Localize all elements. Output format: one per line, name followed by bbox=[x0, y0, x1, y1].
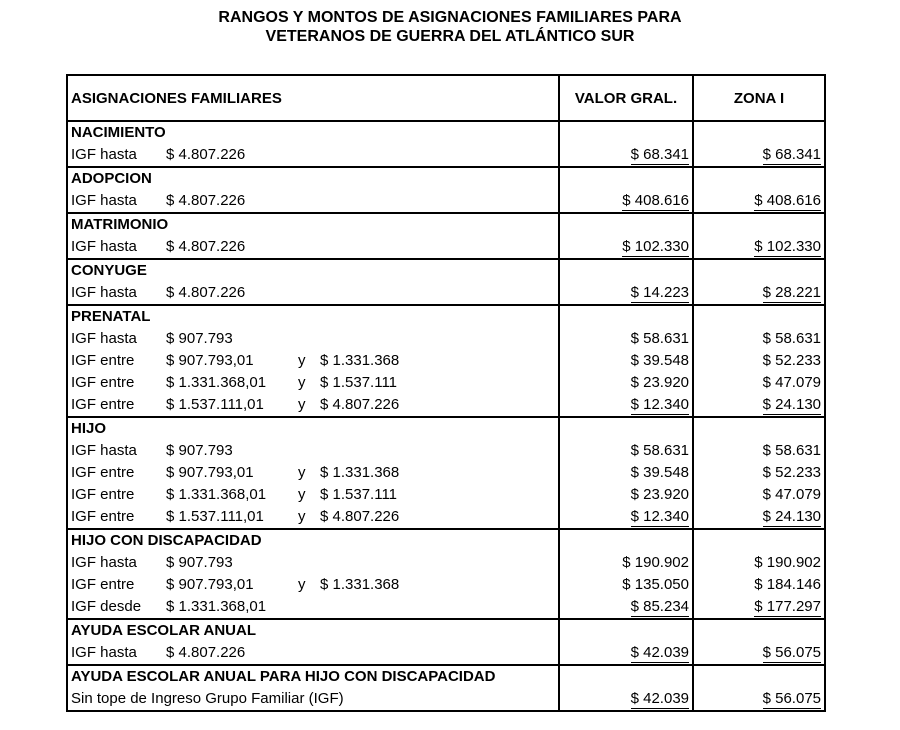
range-conjunction: y bbox=[298, 396, 306, 413]
valor-gral-amount-cell bbox=[559, 144, 693, 167]
zona-i-amount-cell bbox=[693, 642, 825, 665]
valor-gral-amount: $ 39.548 bbox=[630, 464, 689, 481]
page-title bbox=[0, 8, 900, 46]
valor-gral-amount-cell bbox=[559, 236, 693, 259]
range-label: IGF hasta bbox=[71, 554, 137, 571]
valor-gral-amount-cell bbox=[559, 642, 693, 665]
range-label: IGF hasta bbox=[71, 146, 137, 163]
table-row bbox=[67, 642, 825, 665]
zona-i-amount-cell bbox=[693, 372, 825, 394]
table-row bbox=[67, 328, 825, 350]
empty-cell bbox=[693, 665, 825, 688]
range-label: IGF hasta bbox=[71, 284, 137, 301]
range-from: $ 907.793 bbox=[166, 442, 233, 459]
range-from: $ 4.807.226 bbox=[166, 284, 246, 301]
range-description bbox=[67, 642, 559, 665]
valor-gral-amount: $ 58.631 bbox=[630, 330, 689, 347]
table-row bbox=[67, 190, 825, 213]
section-title: HIJO CON DISCAPACIDAD bbox=[67, 529, 559, 552]
zona-i-amount: $ 68.341 bbox=[762, 146, 821, 163]
range-to: $ 1.537.111 bbox=[320, 374, 398, 391]
range-from: $ 907.793 bbox=[166, 554, 233, 571]
table-row bbox=[67, 394, 825, 417]
table-row bbox=[67, 350, 825, 372]
range-label: Sin tope de Ingreso Grupo Familiar (IGF) bbox=[71, 690, 344, 707]
zona-i-amount-cell bbox=[693, 328, 825, 350]
zona-i-amount: $ 24.130 bbox=[762, 508, 821, 525]
valor-gral-amount-cell bbox=[559, 350, 693, 372]
zona-i-amount-cell bbox=[693, 236, 825, 259]
zona-i-amount: $ 58.631 bbox=[762, 442, 821, 459]
empty-cell bbox=[559, 259, 693, 282]
range-description bbox=[67, 372, 559, 394]
zona-i-amount: $ 58.631 bbox=[762, 330, 821, 347]
range-to: $ 4.807.226 bbox=[320, 396, 400, 413]
range-from: $ 907.793,01 bbox=[166, 576, 254, 593]
empty-cell bbox=[559, 121, 693, 144]
range-from: $ 1.537.111,01 bbox=[166, 508, 264, 525]
valor-gral-amount: $ 12.340 bbox=[630, 508, 689, 525]
empty-cell bbox=[559, 529, 693, 552]
section-title: ADOPCION bbox=[67, 167, 559, 190]
empty-cell bbox=[693, 259, 825, 282]
valor-gral-amount-cell bbox=[559, 372, 693, 394]
zona-i-amount: $ 184.146 bbox=[754, 576, 821, 593]
range-from: $ 4.807.226 bbox=[166, 238, 246, 255]
zona-i-amount-cell bbox=[693, 440, 825, 462]
header-valor-gral: VALOR GRAL. bbox=[559, 75, 693, 121]
zona-i-amount: $ 56.075 bbox=[762, 644, 821, 661]
header-asignaciones: ASIGNACIONES FAMILIARES bbox=[67, 75, 559, 121]
zona-i-amount: $ 177.297 bbox=[754, 598, 821, 615]
range-description bbox=[67, 574, 559, 596]
empty-cell bbox=[559, 213, 693, 236]
zona-i-amount-cell bbox=[693, 190, 825, 213]
valor-gral-amount-cell bbox=[559, 190, 693, 213]
valor-gral-amount: $ 23.920 bbox=[630, 374, 689, 391]
section-title-row bbox=[67, 213, 825, 236]
valor-gral-amount-cell bbox=[559, 440, 693, 462]
range-description bbox=[67, 236, 559, 259]
range-description bbox=[67, 350, 559, 372]
range-label: IGF entre bbox=[71, 352, 135, 369]
zona-i-amount-cell bbox=[693, 688, 825, 711]
range-description bbox=[67, 328, 559, 350]
range-description bbox=[67, 484, 559, 506]
zona-i-amount-cell bbox=[693, 484, 825, 506]
section-ayuda-escolar-anual bbox=[67, 619, 825, 665]
zona-i-amount-cell bbox=[693, 596, 825, 619]
valor-gral-amount-cell bbox=[559, 484, 693, 506]
section-hijo-con-discapacidad bbox=[67, 529, 825, 619]
range-to: $ 1.331.368 bbox=[320, 464, 400, 481]
section-title-row bbox=[67, 259, 825, 282]
range-description bbox=[67, 688, 559, 711]
section-nacimiento bbox=[67, 121, 825, 167]
empty-cell bbox=[693, 417, 825, 440]
empty-cell bbox=[559, 619, 693, 642]
page-title-line-1: RANGOS Y MONTOS DE ASIGNACIONES FAMILIARES PARA bbox=[218, 9, 682, 26]
zona-i-amount-cell bbox=[693, 144, 825, 167]
range-conjunction: y bbox=[298, 352, 306, 369]
section-matrimonio bbox=[67, 213, 825, 259]
range-description bbox=[67, 190, 559, 213]
range-description bbox=[67, 506, 559, 529]
valor-gral-amount: $ 14.223 bbox=[630, 284, 689, 301]
range-description bbox=[67, 552, 559, 574]
valor-gral-amount: $ 68.341 bbox=[630, 146, 689, 163]
valor-gral-amount: $ 190.902 bbox=[622, 554, 689, 571]
header-zona-i: ZONA I bbox=[693, 75, 825, 121]
zona-i-amount-cell bbox=[693, 574, 825, 596]
range-description bbox=[67, 394, 559, 417]
section-title-row bbox=[67, 167, 825, 190]
zona-i-amount: $ 47.079 bbox=[762, 486, 821, 503]
section-title-row bbox=[67, 305, 825, 328]
table-header-row bbox=[67, 75, 825, 121]
zona-i-amount: $ 408.616 bbox=[754, 192, 821, 209]
section-title-row bbox=[67, 417, 825, 440]
valor-gral-amount-cell bbox=[559, 574, 693, 596]
valor-gral-amount-cell bbox=[559, 462, 693, 484]
range-from: $ 1.331.368,01 bbox=[166, 374, 267, 391]
empty-cell bbox=[559, 167, 693, 190]
zona-i-amount: $ 28.221 bbox=[762, 284, 821, 301]
section-adopcion bbox=[67, 167, 825, 213]
empty-cell bbox=[693, 529, 825, 552]
valor-gral-amount: $ 42.039 bbox=[630, 644, 689, 661]
section-title: AYUDA ESCOLAR ANUAL PARA HIJO CON DISCAPACIDAD bbox=[67, 665, 559, 688]
valor-gral-amount: $ 408.616 bbox=[622, 192, 689, 209]
section-title-row bbox=[67, 121, 825, 144]
zona-i-amount: $ 47.079 bbox=[762, 374, 821, 391]
empty-cell bbox=[693, 121, 825, 144]
table-row bbox=[67, 596, 825, 619]
section-title-row bbox=[67, 529, 825, 552]
valor-gral-amount-cell bbox=[559, 506, 693, 529]
table-row bbox=[67, 144, 825, 167]
range-conjunction: y bbox=[298, 576, 306, 593]
range-description bbox=[67, 462, 559, 484]
valor-gral-amount: $ 58.631 bbox=[630, 442, 689, 459]
section-hijo bbox=[67, 417, 825, 529]
valor-gral-amount-cell bbox=[559, 688, 693, 711]
zona-i-amount: $ 24.130 bbox=[762, 396, 821, 413]
range-label: IGF hasta bbox=[71, 192, 137, 209]
range-conjunction: y bbox=[298, 508, 306, 525]
zona-i-amount: $ 102.330 bbox=[754, 238, 821, 255]
range-label: IGF hasta bbox=[71, 442, 137, 459]
empty-cell bbox=[559, 305, 693, 328]
valor-gral-amount: $ 39.548 bbox=[630, 352, 689, 369]
range-description bbox=[67, 144, 559, 167]
table-row bbox=[67, 552, 825, 574]
empty-cell bbox=[559, 665, 693, 688]
section-conyuge bbox=[67, 259, 825, 305]
table-row bbox=[67, 506, 825, 529]
range-to: $ 1.331.368 bbox=[320, 352, 400, 369]
valor-gral-amount-cell bbox=[559, 394, 693, 417]
valor-gral-amount-cell bbox=[559, 328, 693, 350]
range-from: $ 1.537.111,01 bbox=[166, 396, 264, 413]
zona-i-amount-cell bbox=[693, 282, 825, 305]
range-conjunction: y bbox=[298, 486, 306, 503]
section-title: CONYUGE bbox=[67, 259, 559, 282]
table-row bbox=[67, 688, 825, 711]
zona-i-amount-cell bbox=[693, 506, 825, 529]
valor-gral-amount: $ 135.050 bbox=[622, 576, 689, 593]
range-conjunction: y bbox=[298, 464, 306, 481]
valor-gral-amount: $ 102.330 bbox=[622, 238, 689, 255]
range-conjunction: y bbox=[298, 374, 306, 391]
range-label: IGF entre bbox=[71, 374, 135, 391]
range-from: $ 907.793 bbox=[166, 330, 233, 347]
valor-gral-amount-cell bbox=[559, 596, 693, 619]
empty-cell bbox=[559, 417, 693, 440]
table-row bbox=[67, 372, 825, 394]
zona-i-amount: $ 52.233 bbox=[762, 464, 821, 481]
range-from: $ 907.793,01 bbox=[166, 352, 254, 369]
page-title-line-2: VETERANOS DE GUERRA DEL ATLÁNTICO SUR bbox=[265, 28, 635, 45]
range-label: IGF entre bbox=[71, 486, 135, 503]
range-description bbox=[67, 282, 559, 305]
range-to: $ 1.537.111 bbox=[320, 486, 398, 503]
section-title-row bbox=[67, 665, 825, 688]
empty-cell bbox=[693, 167, 825, 190]
range-description bbox=[67, 440, 559, 462]
section-title: PRENATAL bbox=[67, 305, 559, 328]
section-title: AYUDA ESCOLAR ANUAL bbox=[67, 619, 559, 642]
range-label: IGF entre bbox=[71, 508, 135, 525]
empty-cell bbox=[693, 619, 825, 642]
table-row bbox=[67, 282, 825, 305]
section-title: HIJO bbox=[67, 417, 559, 440]
range-label: IGF hasta bbox=[71, 238, 137, 255]
valor-gral-amount: $ 23.920 bbox=[630, 486, 689, 503]
range-description bbox=[67, 596, 559, 619]
range-to: $ 1.331.368 bbox=[320, 576, 400, 593]
range-label: IGF entre bbox=[71, 464, 135, 481]
zona-i-amount-cell bbox=[693, 350, 825, 372]
range-from: $ 4.807.226 bbox=[166, 146, 246, 163]
section-ayuda-escolar-discapacidad bbox=[67, 665, 825, 711]
section-title: NACIMIENTO bbox=[67, 121, 559, 144]
valor-gral-amount: $ 12.340 bbox=[630, 396, 689, 413]
range-from: $ 1.331.368,01 bbox=[166, 486, 267, 503]
valor-gral-amount-cell bbox=[559, 282, 693, 305]
zona-i-amount: $ 56.075 bbox=[762, 690, 821, 707]
valor-gral-amount: $ 42.039 bbox=[630, 690, 689, 707]
range-from: $ 1.331.368,01 bbox=[166, 598, 267, 615]
zona-i-amount-cell bbox=[693, 552, 825, 574]
asignaciones-table bbox=[66, 74, 826, 712]
section-prenatal bbox=[67, 305, 825, 417]
table-row bbox=[67, 440, 825, 462]
table-row bbox=[67, 462, 825, 484]
range-label: IGF hasta bbox=[71, 644, 137, 661]
range-label: IGF entre bbox=[71, 396, 135, 413]
zona-i-amount: $ 52.233 bbox=[762, 352, 821, 369]
table-row bbox=[67, 484, 825, 506]
range-label: IGF hasta bbox=[71, 330, 137, 347]
empty-cell bbox=[693, 213, 825, 236]
range-to: $ 4.807.226 bbox=[320, 508, 400, 525]
valor-gral-amount: $ 85.234 bbox=[630, 598, 689, 615]
empty-cell bbox=[693, 305, 825, 328]
range-label: IGF entre bbox=[71, 576, 135, 593]
section-title: MATRIMONIO bbox=[67, 213, 559, 236]
table-row bbox=[67, 574, 825, 596]
range-from: $ 4.807.226 bbox=[166, 644, 246, 661]
zona-i-amount-cell bbox=[693, 462, 825, 484]
zona-i-amount: $ 190.902 bbox=[754, 554, 821, 571]
section-title-row bbox=[67, 619, 825, 642]
zona-i-amount-cell bbox=[693, 394, 825, 417]
range-from: $ 4.807.226 bbox=[166, 192, 246, 209]
table-row bbox=[67, 236, 825, 259]
valor-gral-amount-cell bbox=[559, 552, 693, 574]
range-from: $ 907.793,01 bbox=[166, 464, 254, 481]
range-label: IGF desde bbox=[71, 598, 142, 615]
